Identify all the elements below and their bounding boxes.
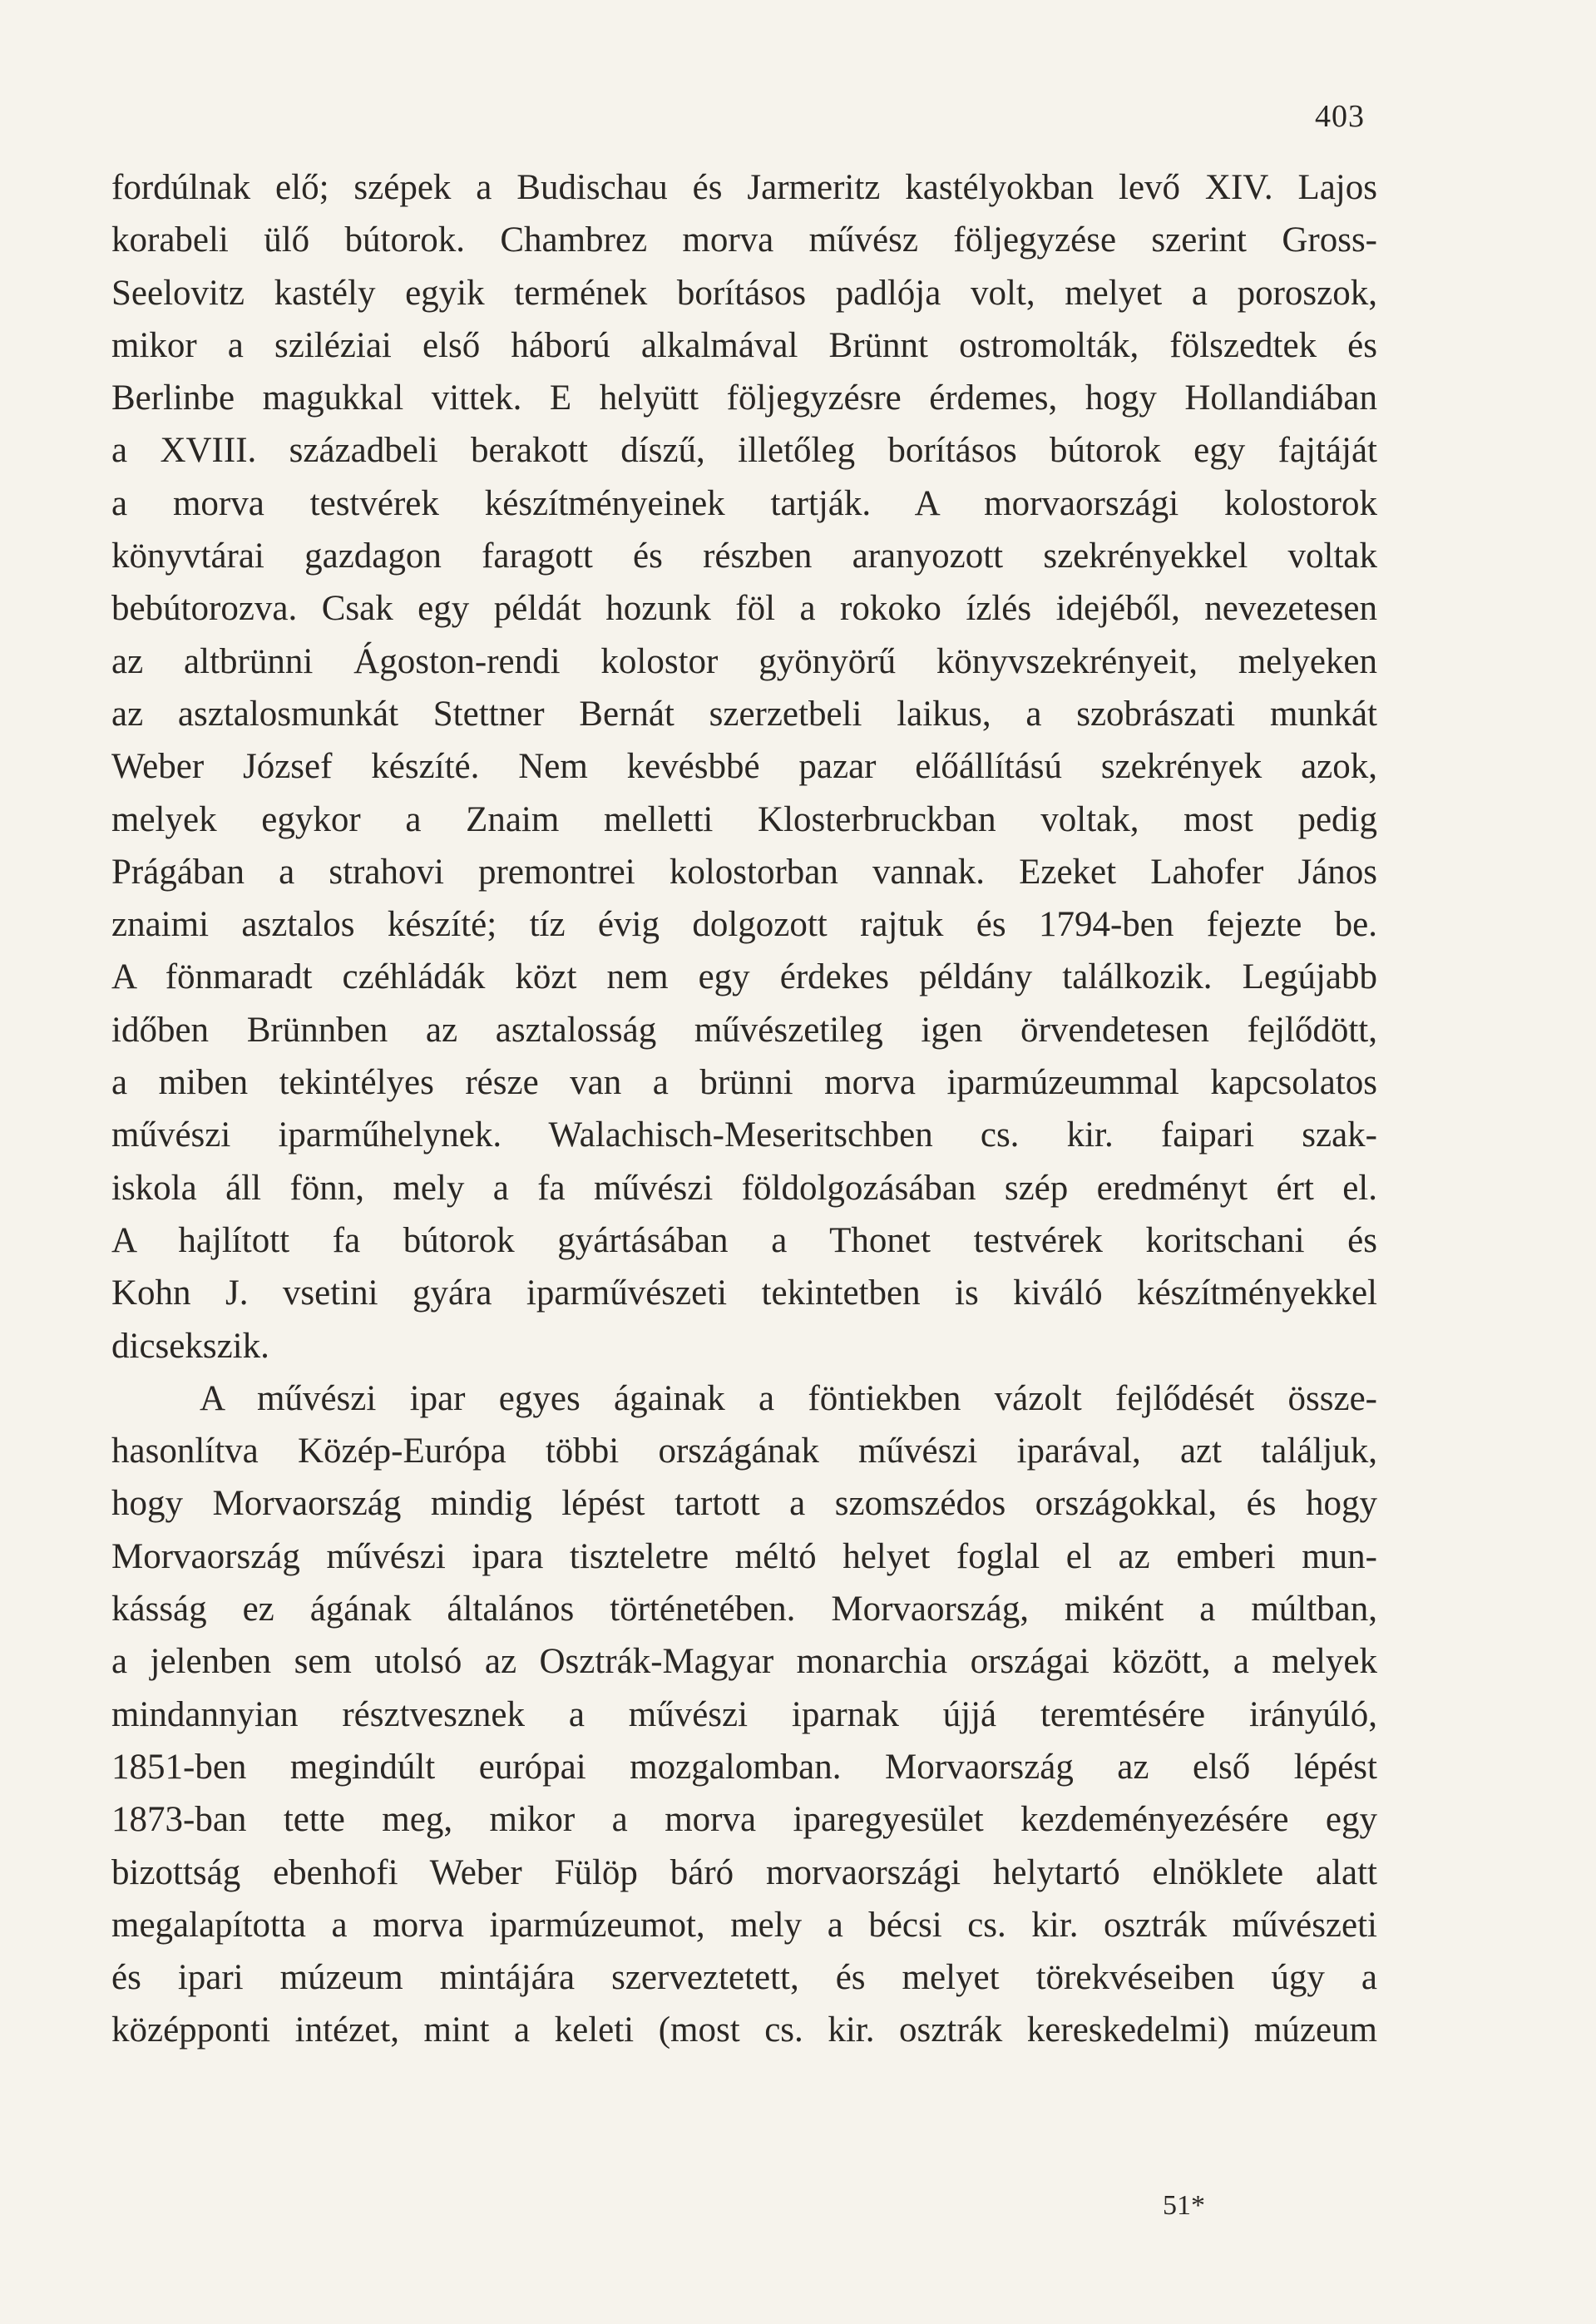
printer-signature-mark: 51* — [1163, 2190, 1205, 2221]
text-line: a jelenben sem utolsó az Osztrák-Magyar monarchia országai között, a melyek — [111, 1642, 1377, 1682]
page-number: 403 — [1315, 99, 1365, 134]
text-line: Kohn J. vsetini gyára iparművészeti tekintetben is kiváló készítményekkel — [111, 1273, 1377, 1313]
text-line: hogy Morvaország mindig lépést tartott a szomszédos országokkal, és hogy — [111, 1484, 1377, 1524]
text-line: dicsekszik. — [111, 1326, 269, 1366]
text-line: mikor a sziléziai első háború alkalmával Brünnt ostromolták, fölszedtek és — [111, 325, 1377, 365]
text-line: 1873-ban tette meg, mikor a morva iparegyesület kezdeményezésére egy — [111, 1800, 1377, 1840]
text-line: középponti intézet, mint a keleti (most cs. kir. osztrák kereskedelmi) múzeum — [111, 2010, 1377, 2050]
body-text — [111, 161, 1377, 2057]
text-line: melyek egykor a Znaim melletti Klosterbruckban voltak, most pedig — [111, 799, 1377, 839]
text-line: a morva testvérek készítményeinek tartják. A morvaországi kolostorok — [111, 483, 1377, 523]
text-line: könyvtárai gazdagon faragott és részben aranyozott szekrényekkel voltak — [111, 536, 1377, 576]
text-line: fordúlnak elő; szépek a Budischau és Jarmeritz kastélyokban levő XIV. Lajos — [111, 168, 1377, 207]
text-line: A fönmaradt czéhládák közt nem egy érdekes példány találkozik. Legújabb — [111, 957, 1377, 997]
text-line: bizottság ebenhofi Weber Fülöp báró morvaországi helytartó elnöklete alatt — [111, 1852, 1377, 1892]
text-line: Morvaország művészi ipara tiszteletre méltó helyet foglal el az emberi mun- — [111, 1536, 1377, 1576]
text-line: hasonlítva Közép-Európa többi országának művészi iparával, azt találjuk, — [111, 1431, 1377, 1471]
text-line: A művészi ipar egyes ágainak a föntiekben vázolt fejlődését össze- — [200, 1378, 1377, 1418]
text-line: időben Brünnben az asztalosság művészetileg igen örvendetesen fejlődött, — [111, 1010, 1377, 1050]
text-line: korabeli ülő bútorok. Chambrez morva művész följegyzése szerint Gross- — [111, 220, 1377, 260]
text-line: Seelovitz kastély egyik termének borításos padlója volt, melyet a poroszok, — [111, 273, 1377, 313]
text-line: bebútorozva. Csak egy példát hozunk föl a rokoko ízlés idejéből, nevezetesen — [111, 589, 1377, 629]
text-line: kásság ez ágának általános történetében. Morvaország, miként a múltban, — [111, 1590, 1377, 1629]
text-line: Berlinbe magukkal vittek. E helyütt följegyzésre érdemes, hogy Hollandiában — [111, 378, 1377, 418]
text-line: mindannyian résztvesznek a művészi iparnak újjá teremtésére irányúló, — [111, 1694, 1377, 1734]
text-line: Prágában a strahovi premontrei kolostorban vannak. Ezeket Lahofer János — [111, 852, 1377, 892]
text-line: és ipari múzeum mintájára szerveztetett, és melyet törekvéseiben úgy a — [111, 1958, 1377, 1998]
paragraph-1 — [111, 161, 1377, 1372]
text-line: 1851-ben megindúlt európai mozgalomban. Morvaország az első lépést — [111, 1747, 1377, 1787]
text-line: művészi iparműhelynek. Walachisch-Meseritschben cs. kir. faipari szak- — [111, 1115, 1377, 1155]
text-line: znaimi asztalos készíté; tíz évig dolgozott rajtuk és 1794-ben fejezte be. — [111, 905, 1377, 945]
text-line: az asztalosmunkát Stettner Bernát szerzetbeli laikus, a szobrászati munkát — [111, 694, 1377, 734]
text-line: Weber József készíté. Nem kevésbbé pazar előállítású szekrények azok, — [111, 747, 1377, 787]
text-line: az altbrünni Ágoston-rendi kolostor gyönyörű könyvszekrényeit, melyeken — [111, 641, 1377, 681]
text-line: megalapította a morva iparmúzeumot, mely a bécsi cs. kir. osztrák művészeti — [111, 1905, 1377, 1945]
text-line: a miben tekintélyes része van a brünni morva iparmúzeummal kapcsolatos — [111, 1063, 1377, 1103]
text-line: A hajlított fa bútorok gyártásában a Thonet testvérek koritschani és — [111, 1220, 1377, 1260]
text-line: a XVIII. századbeli berakott díszű, illetőleg borításos bútorok egy fajtáját — [111, 431, 1377, 471]
text-line: iskola áll fönn, mely a fa művészi földolgozásában szép eredményt ért el. — [111, 1168, 1377, 1208]
paragraph-2 — [111, 1372, 1377, 2057]
